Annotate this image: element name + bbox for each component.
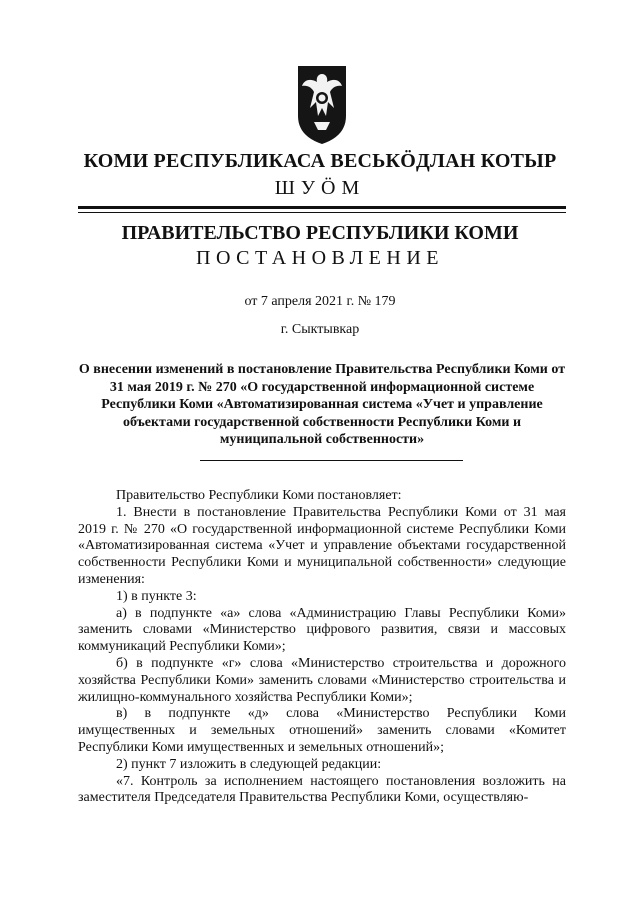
komi-document-type: ШУӦМ bbox=[274, 177, 366, 199]
decree-subject: О внесении изменений в постановление Правительства Республики Коми от 31 мая 2019 г. № 270 «О государственной информационной системе Республики Коми «Автоматизированная система «Учет и управление объектами государственной собственности Республики Коми и муниципальной собственности» bbox=[78, 362, 566, 447]
body-paragraph: 1) в пункте 3: bbox=[116, 588, 197, 604]
header-divider-thin bbox=[78, 212, 566, 213]
body-paragraph: «7. Контроль за исполнением настоящего постановления возложить на заместителя Председателя Правительства Республики Коми, осуществляю- bbox=[78, 773, 566, 806]
body-paragraph: Правительство Республики Коми постановляет: bbox=[116, 488, 402, 503]
decree-body bbox=[78, 488, 566, 807]
decree-date-number: от 7 апреля 2021 г. № 179 bbox=[244, 294, 396, 309]
body-paragraph: в) в подпункте «д» слова «Министерство Республики Коми имущественных и земельных отношений» заменить словами «Комитет Республики Коми имущественных и земельных отношений»; bbox=[78, 706, 566, 755]
komi-government-title: КОМИ РЕСПУБЛИКАСА ВЕСЬКӦДЛАН КОТЫР bbox=[83, 150, 557, 172]
document-type: ПОСТАНОВЛЕНИЕ bbox=[196, 247, 444, 269]
body-paragraph: а) в подпункте «а» слова «Администрацию Главы Республики Коми» заменить словами «Министерство цифрового развития, связи и массовых коммуникаций Республики Коми»; bbox=[78, 605, 566, 655]
header-divider-thick bbox=[78, 206, 566, 209]
body-paragraph: б) в подпункте «г» слова «Министерство строительства и дорожного хозяйства Республики Коми» заменить словами «Министерство строительства и жилищно-коммунального хозяйства Республики Коми»; bbox=[78, 655, 566, 705]
decree-city: г. Сыктывкар bbox=[280, 322, 360, 337]
subject-divider bbox=[200, 460, 463, 461]
komi-coat-of-arms-icon bbox=[296, 58, 348, 146]
body-paragraph: 2) пункт 7 изложить в следующей редакции: bbox=[116, 756, 382, 772]
body-paragraph: 1. Внести в постановление Правительства Республики Коми от 31 мая 2019 г. № 270 «О государственной информационной системе Республики Коми «Автоматизированная система «Учет и управление объектами государственной собственности Республики Коми и муниципальной собственности» следующие изменения: bbox=[78, 504, 566, 587]
government-title: ПРАВИТЕЛЬСТВО РЕСПУБЛИКИ КОМИ bbox=[121, 222, 519, 244]
